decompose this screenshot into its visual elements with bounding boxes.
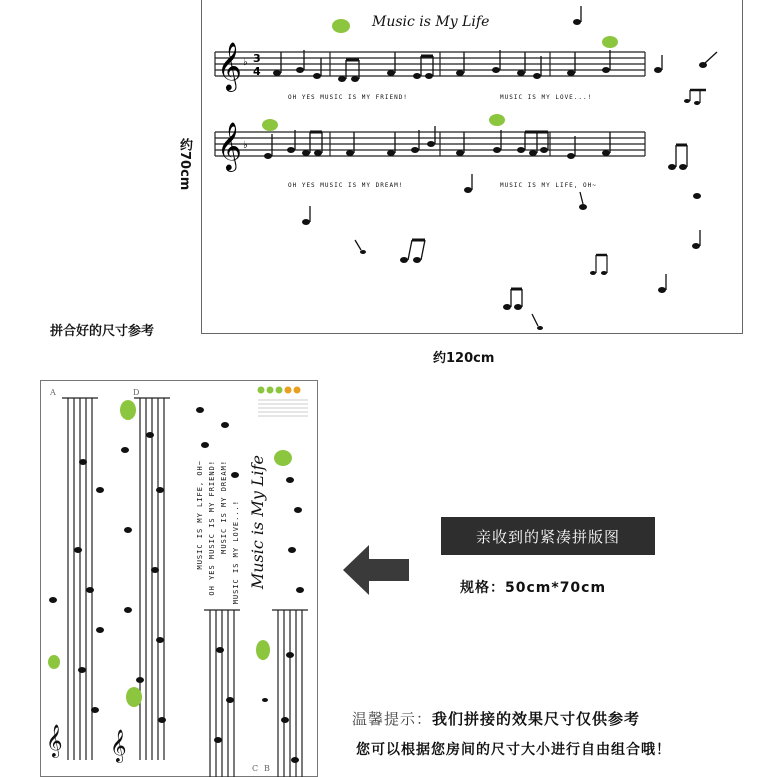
assembled-size-label: 拼合好的尺寸参考	[50, 324, 155, 339]
notes-line-1	[273, 50, 610, 82]
kit-drawing	[40, 380, 318, 777]
sheet-letter-b: B	[264, 764, 270, 773]
lyric-line-2-left: OH YES MUSIC IS MY DREAM!	[288, 182, 404, 189]
lyric-line-1-left: OH YES MUSIC IS MY FRIEND!	[288, 94, 408, 101]
svg-text:♭: ♭	[243, 57, 248, 68]
sheet-letter-a: A	[50, 388, 56, 397]
svg-text:♭: ♭	[243, 140, 248, 151]
sheet-letter-d: D	[133, 388, 140, 397]
svg-text:3: 3	[253, 52, 261, 65]
kit-title: Music is My Life	[248, 455, 267, 590]
kit-lyric-2: OH YES MUSIC IS MY FRIEND!	[208, 460, 216, 596]
eighth-note-icon	[302, 6, 717, 330]
assembled-music-sheet	[205, 0, 745, 334]
kit-lyric-3: MUSIC IS MY DREAM!	[220, 460, 228, 554]
width-label: 约120cm	[433, 351, 495, 366]
sheet-letter-c: C	[252, 764, 259, 773]
lyric-line-1-right: MUSIC IS MY LOVE...!	[500, 94, 593, 101]
treble-clef-icon: 𝄞	[217, 121, 242, 170]
lyric-line-2-right: MUSIC IS MY LIFE, OH~	[500, 182, 597, 189]
kit-lyric-1: MUSIC IS MY LIFE, OH~	[196, 460, 204, 570]
notes-line-2	[264, 126, 610, 159]
kit-lyric-4: MUSIC IS MY LOVE...!	[232, 500, 240, 605]
treble-clef-icon: 𝄞	[217, 41, 242, 90]
sheet-title: Music is My Life	[372, 14, 490, 30]
tip-text: 我们拼接的效果尺寸仅供参考	[432, 710, 641, 728]
spec-label: 规格：50cm*70cm	[460, 580, 607, 596]
tip-prefix: 温馨提示：	[352, 710, 433, 728]
treble-clef-icon: 𝄞	[46, 724, 63, 757]
compact-layout-caption: 亲收到的紧凑拼版图	[441, 517, 655, 555]
arrow-left-icon	[343, 545, 409, 595]
height-label: 约70cm	[177, 138, 192, 191]
svg-text:4: 4	[253, 65, 261, 78]
tip-line-1	[352, 708, 640, 729]
tip-line-2: 您可以根据您房间的尺寸大小进行自由组合哦！	[356, 742, 671, 758]
treble-clef-icon: 𝄞	[110, 729, 127, 762]
